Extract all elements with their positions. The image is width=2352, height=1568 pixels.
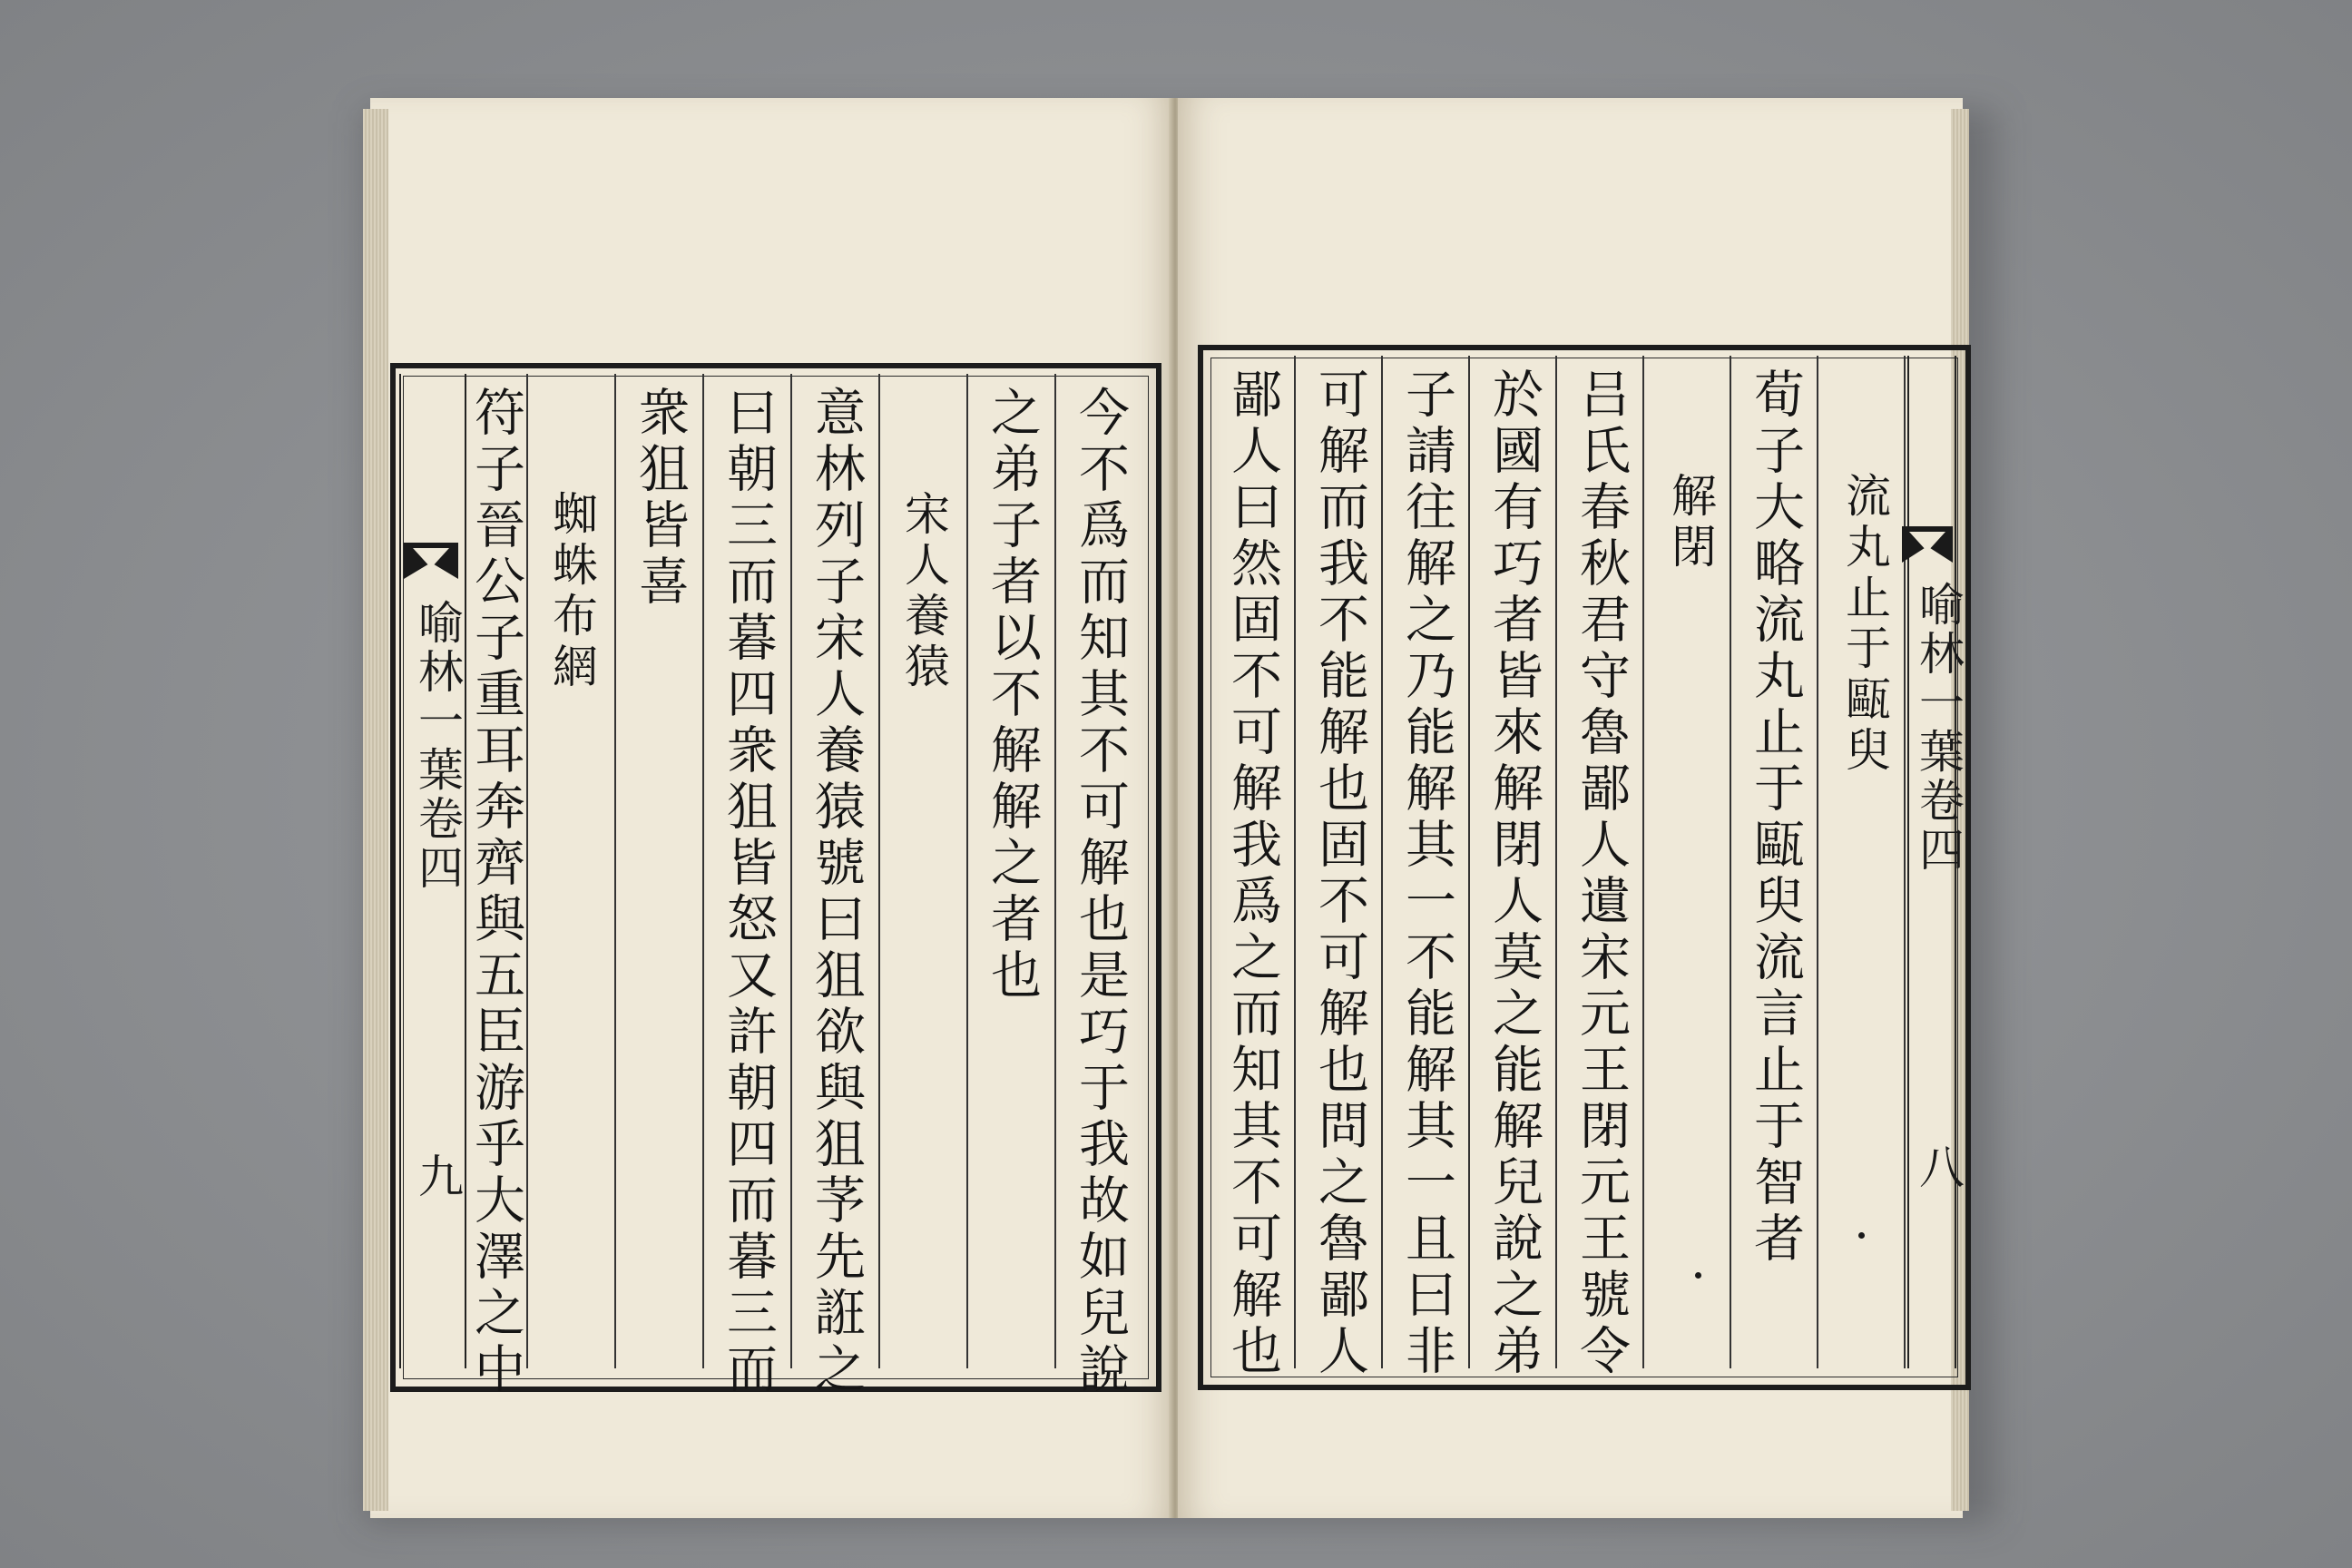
- right-folio-number: 八: [1912, 1143, 1965, 1192]
- column-rule: [790, 374, 792, 1368]
- text-column: 今不爲而知其不可解也是巧于我故如兒說: [1071, 386, 1130, 1398]
- text-column: 可解而我不能解也固不可解也問之魯鄙人: [1310, 368, 1369, 1380]
- text-column: 曰朝三而暮四衆狙皆怒又許朝四而暮三而: [719, 386, 778, 1398]
- column-rule: [702, 374, 704, 1368]
- text-column: 鄙人曰然固不可解我爲之而知其不可解也: [1223, 368, 1282, 1380]
- text-column: 荀子大略流丸止于甌臾流言止于智者: [1746, 368, 1805, 1268]
- column-rule: [878, 374, 880, 1368]
- left-center-title: 喻林一葉卷四: [411, 599, 464, 893]
- column-rule: [1642, 356, 1644, 1368]
- left-page-edge: [363, 109, 388, 1511]
- section-heading: 蜘蛛布網: [545, 490, 598, 693]
- right-center-title: 喻林一葉卷四: [1912, 581, 1965, 875]
- text-column: 吕氏春秋君守魯鄙人遺宋元王閉元王號令: [1572, 368, 1631, 1380]
- column-rule: [1817, 356, 1818, 1368]
- column-rule: [1730, 356, 1731, 1368]
- section-heading: 宋人養猿: [897, 490, 950, 693]
- text-column: 之弟子者以不解解之者也: [983, 386, 1042, 1004]
- text-column: 於國有巧者皆來解閉人莫之能解兒說之弟: [1485, 368, 1544, 1380]
- section-heading: 解閉: [1664, 472, 1717, 573]
- text-column: 意林列子宋人養猿號曰狙欲與狙芧先誑之: [807, 386, 866, 1398]
- text-column: 符子晉公子重耳奔齊與五臣游乎大澤之中: [466, 386, 525, 1398]
- column-rule: [1381, 356, 1383, 1368]
- section-heading: 流丸止于甌臾: [1838, 472, 1891, 777]
- punctuation-dot: [1858, 1232, 1865, 1239]
- text-column: 衆狙皆喜: [631, 386, 690, 611]
- column-rule: [614, 374, 616, 1368]
- text-column: 子請往解之乃能解其一不能解其一且曰非: [1397, 368, 1456, 1380]
- punctuation-dot: [1695, 1272, 1701, 1279]
- column-rule: [1054, 374, 1056, 1368]
- column-rule: [1468, 356, 1470, 1368]
- column-rule: [1555, 356, 1557, 1368]
- column-rule: [1294, 356, 1296, 1368]
- column-rule: [966, 374, 968, 1368]
- column-rule: [526, 374, 528, 1368]
- left-folio-number: 九: [411, 1152, 464, 1201]
